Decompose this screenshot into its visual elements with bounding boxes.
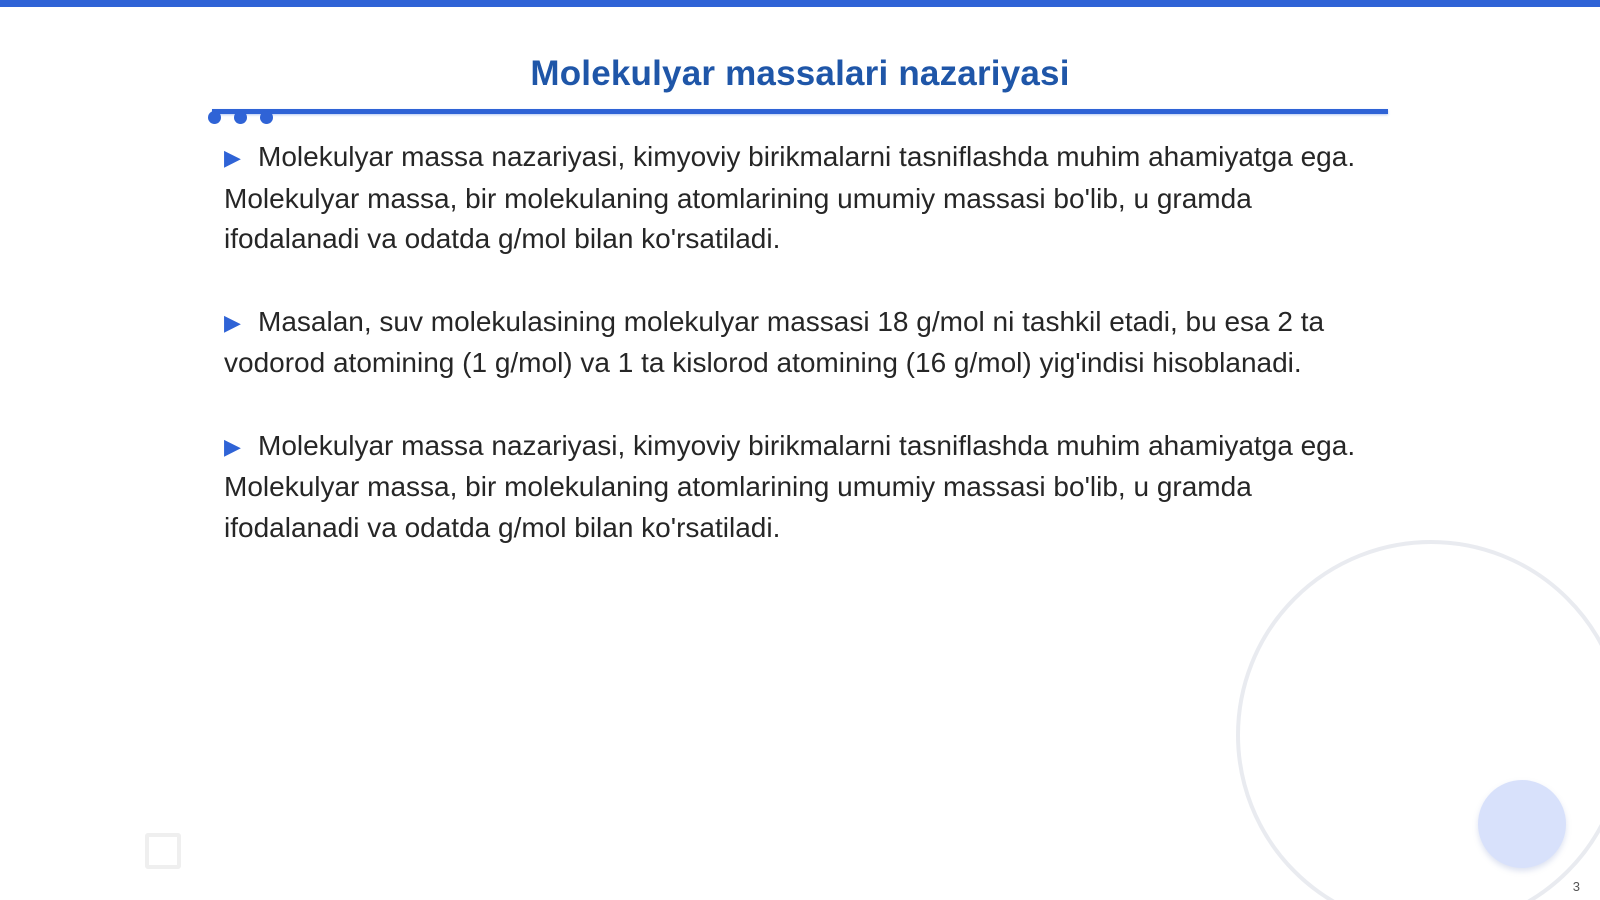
page-number: 3 <box>1572 879 1580 894</box>
underline-dot <box>208 111 221 124</box>
bullet-item <box>224 426 1364 549</box>
bullet-text: Molekulyar massa nazariyasi, kimyoviy birikmalarni tasniflashda muhim ahamiyatga ega. Molekulyar massa, bir molekulaning atomlarining umumiy massasi bo'lib, u gramda ifodalanadi va odatda g/mol bilan ko'rsatiladi. <box>224 141 1356 254</box>
bullet-item <box>224 137 1364 260</box>
top-accent-bar <box>0 0 1600 7</box>
bullet-text: Masalan, suv molekulasining molekulyar massasi 18 g/mol ni tashkil etadi, bu esa 2 ta vodorod atomining (1 g/mol) va 1 ta kislorod atomining (16 g/mol) yig'indisi hisoblanadi. <box>224 305 1325 378</box>
underline-dot <box>260 111 273 124</box>
bullet-item <box>224 302 1364 384</box>
title-underline <box>212 109 1388 114</box>
slide-title: Molekulyar massalari nazariyasi <box>530 54 1070 93</box>
bullet-text: Molekulyar massa nazariyasi, kimyoviy birikmalarni tasniflashda muhim ahamiyatga ega. Molekulyar massa, bir molekulaning atomlarining umumiy massasi bo'lib, u gramda ifodalanadi va odatda g/mol bilan ko'rsatiladi. <box>224 429 1356 543</box>
triangle-bullet-icon: ▶ <box>224 433 241 459</box>
triangle-bullet-icon: ▶ <box>224 145 241 170</box>
triangle-bullet-icon: ▶ <box>224 309 241 335</box>
bullet-list <box>224 137 1364 590</box>
underline-dot <box>234 111 247 124</box>
decorative-circle <box>1478 780 1566 868</box>
decorative-square <box>145 833 181 869</box>
